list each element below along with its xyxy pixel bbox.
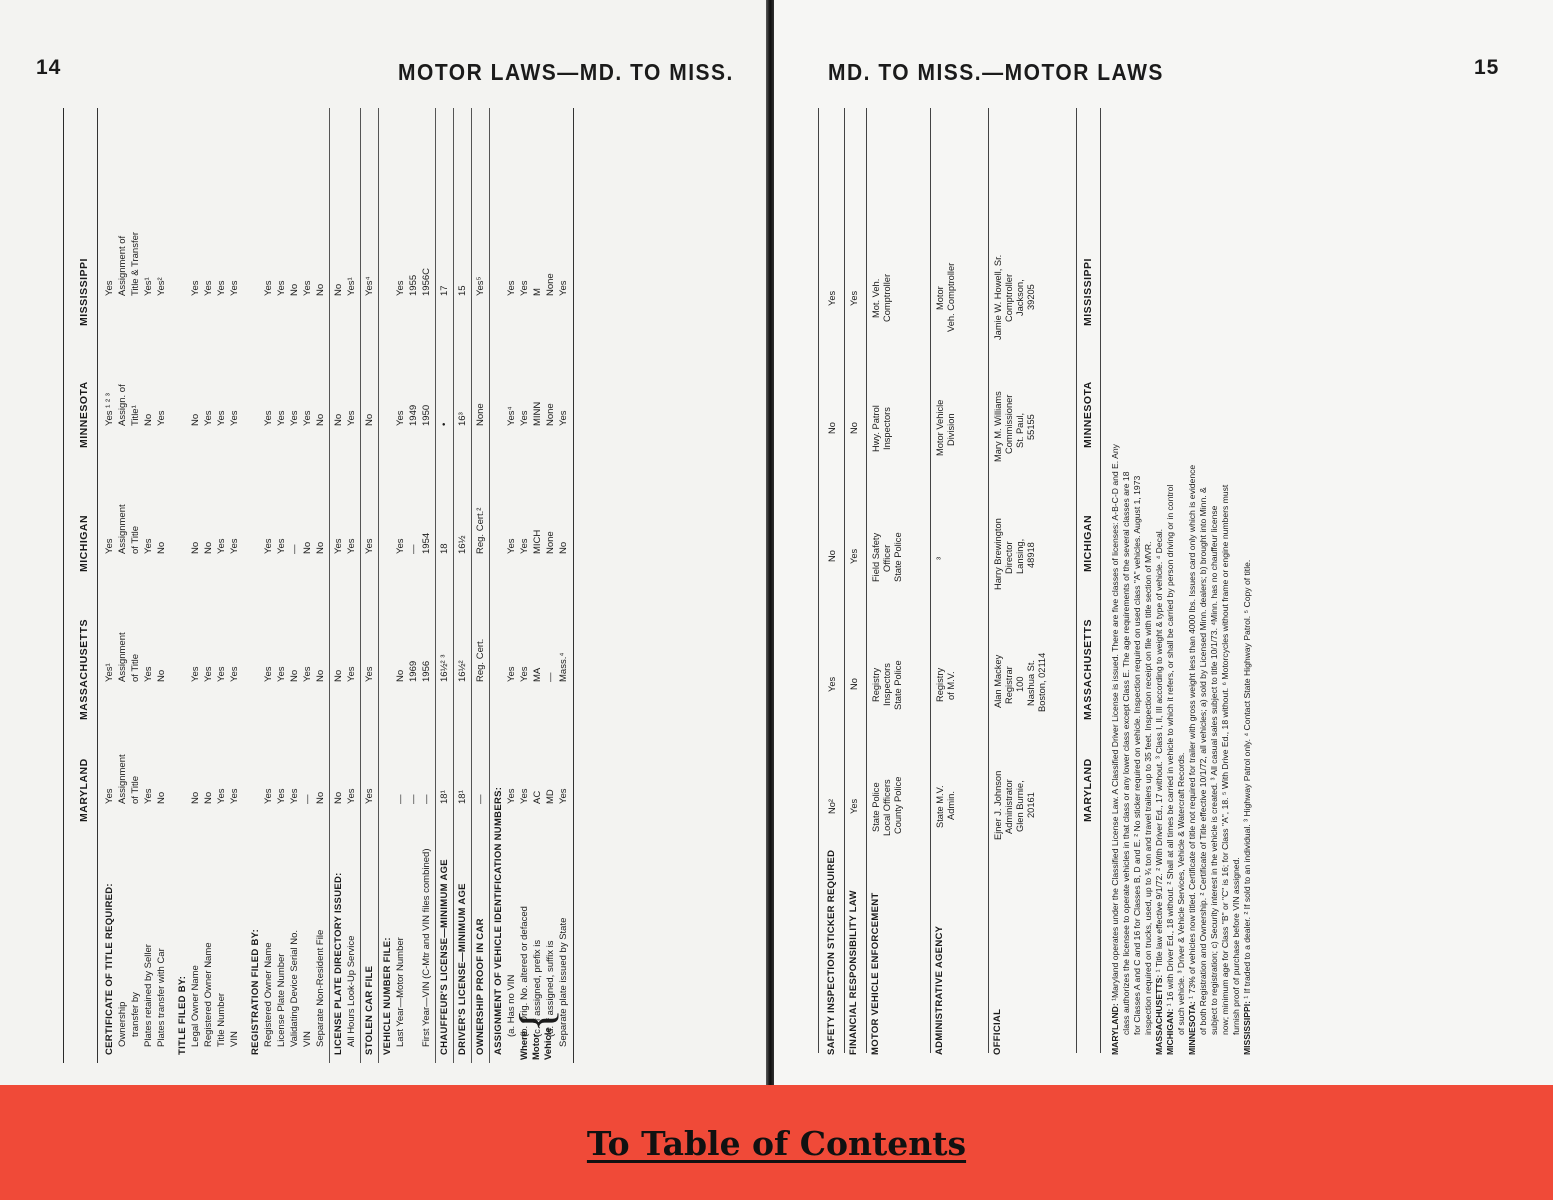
cell-maryland: No <box>315 791 326 804</box>
cell-massachusetts: — <box>545 672 556 682</box>
cell-michigan: Yes <box>506 538 517 554</box>
row-label: SAFETY INSPECTION STICKER REQUIRED <box>826 849 837 1055</box>
cell-michigan: Yes <box>229 538 240 554</box>
cell-minnesota: No <box>143 413 154 426</box>
cell-minnesota: Yes <box>395 410 406 426</box>
cell-minnesota: Yes <box>216 410 227 426</box>
cell-mississippi: 17 <box>439 285 450 296</box>
cell-minnesota: No <box>315 413 326 426</box>
cell-minnesota: Title¹ <box>130 405 141 426</box>
row-label: transfer by <box>130 992 141 1037</box>
footnote-line: inspection required on trucks, used, up to ¾ ton and travel trailers up to 35 feet. Inspection receipt on file with title section of MVR. <box>1143 541 1153 1035</box>
footnote-line: subject to registration; c) Security interest in the vehicle is created. ³ All casual sales subject to title 10/1/73. ⁴Minn. has no chauffeur license <box>1209 505 1219 1035</box>
row-label: OWNERSHIP PROOF IN CAR <box>475 918 486 1055</box>
cell-mississippi: Yes <box>506 280 517 296</box>
cell-massachusetts: Yes <box>302 666 313 682</box>
cell-michigan: No <box>156 541 167 554</box>
cell-minnesota: 55155 <box>1026 414 1036 440</box>
cell-massachusetts: Assignment <box>117 632 128 682</box>
cell-minnesota: Division <box>946 413 956 446</box>
cell-mississippi: Mot. Veh. <box>871 278 881 318</box>
left-page <box>0 0 768 1085</box>
cell-maryland: Local Officers <box>882 779 892 836</box>
bottom-rule <box>573 108 574 1063</box>
cell-mississippi: No <box>289 283 300 296</box>
cell-mississippi: Comptroller <box>1004 273 1014 322</box>
cell-michigan: No <box>203 541 214 554</box>
cell-minnesota: None <box>545 403 556 426</box>
cell-massachusetts: No <box>395 669 406 682</box>
footnote-line: class authorizes the licensee to operate vehicles in that class or any lower class except Class E. The age requirements of the several classes are 18 <box>1121 471 1131 1035</box>
cell-massachusetts: Yes <box>506 666 517 682</box>
cell-maryland: Glen Burnie, <box>1015 780 1025 832</box>
cell-maryland: No <box>190 791 201 804</box>
cell-mississippi: Yes <box>302 280 313 296</box>
footnote-line: now; minimum age for Class "B" or "C" is 16; for Class "A", 18. ⁵ With Drive Ed., 18 without. ⁶ Motorcycles without frame or engine numbers must <box>1220 484 1230 1035</box>
footnote-state: MASSACHUSETTS: <box>1154 972 1164 1055</box>
cell-minnesota: No <box>364 413 375 426</box>
top-rule-right <box>818 108 819 1053</box>
row-label: Legal Owner Name <box>190 965 201 1047</box>
cell-minnesota: Inspectors <box>882 407 892 450</box>
row-label: (d. If assigned, suffix is <box>545 940 556 1037</box>
cell-massachusetts: 1969 <box>408 660 419 682</box>
row-separator <box>844 108 845 1053</box>
cell-massachusetts: Yes <box>190 666 201 682</box>
cell-minnesota: Assign. of <box>117 384 128 426</box>
cell-michigan: No <box>315 541 326 554</box>
cell-massachusetts: Yes <box>263 666 274 682</box>
row-label: Plates transfer with Car <box>156 948 167 1047</box>
footnote-line: MARYLAND: ¹Maryland operates under the Classified License Law. A Classified Driver License is issued. There are five classes of licenses: A-B-C-D and E. Any <box>1110 444 1120 1055</box>
cell-massachusetts: No <box>333 669 344 682</box>
cell-maryland: 20161 <box>1026 792 1036 818</box>
col-footer-mississippi: MISSISSIPPI <box>1082 258 1094 326</box>
cell-michigan: Yes <box>519 538 530 554</box>
row-label: OFFICIAL <box>992 1008 1003 1055</box>
cell-massachusetts: Yes <box>216 666 227 682</box>
cell-michigan: No <box>558 541 569 554</box>
cell-mississippi: Yes <box>104 280 115 296</box>
cell-mississippi: Yes <box>203 280 214 296</box>
cell-massachusetts: 16½² <box>457 660 468 682</box>
cell-michigan: Yes <box>216 538 227 554</box>
cell-massachusetts: Yes <box>203 666 214 682</box>
cell-maryland: Administrator <box>1004 779 1014 834</box>
cell-minnesota: Yes <box>276 410 287 426</box>
cell-mississippi: Yes <box>827 290 837 306</box>
cell-massachusetts: of M.V. <box>946 671 956 700</box>
row-label: Registered Owner Name <box>263 942 274 1047</box>
cell-maryland: — <box>395 794 406 804</box>
cell-maryland: Yes <box>558 788 569 804</box>
col-footer-massachusetts: MASSACHUSETTS <box>1082 618 1094 720</box>
cell-mississippi: Yes <box>558 280 569 296</box>
cell-massachusetts: No <box>289 669 300 682</box>
cell-minnesota: Hwy. Patrol <box>871 405 881 452</box>
footnote-line: MISSISSIPPI: ¹ If traded to a dealer. ² If sold to an individual. ³ Highway Patrol only. ⁴ Contact State Highway Patrol. ⁵ Copy of title. <box>1242 559 1252 1055</box>
cell-michigan: Yes <box>346 538 357 554</box>
cell-mississippi: 39205 <box>1026 284 1036 310</box>
cell-michigan: of Title <box>130 526 141 554</box>
cell-massachusetts: 16½² ³ <box>439 654 450 682</box>
row-separator <box>360 108 361 1063</box>
cell-maryland: of Title <box>130 776 141 804</box>
brace-word: Where <box>519 1030 530 1060</box>
cell-massachusetts: No <box>849 678 859 690</box>
row-separator <box>329 108 330 1063</box>
cell-michigan: 18 <box>439 543 450 554</box>
cell-maryland: No <box>156 791 167 804</box>
row-label: Plates retained by Seller <box>143 944 154 1047</box>
cell-maryland: No <box>333 791 344 804</box>
cell-michigan: Yes <box>364 538 375 554</box>
cell-michigan: No <box>827 550 837 562</box>
cell-minnesota: Yes <box>346 410 357 426</box>
cell-massachusetts: Reg. Cert. <box>475 638 486 682</box>
cell-maryland: Admin. <box>946 791 956 820</box>
cell-maryland: Yes <box>346 788 357 804</box>
cell-massachusetts: 100 <box>1015 676 1025 692</box>
cell-maryland: Yes <box>104 788 115 804</box>
cell-michigan: State Police <box>893 532 903 582</box>
cell-michigan: None <box>545 531 556 554</box>
footnote-state: MISSISSIPPI: <box>1242 998 1252 1055</box>
footnote-line: MICHIGAN: ¹ 16 with Driver Ed., 18 without. ² Shall at all times be carried in vehicle to which it refers, or shall be carried by person driving or in control <box>1165 484 1175 1055</box>
cell-massachusetts: Registry <box>871 667 881 702</box>
cell-mississippi: Yes <box>263 280 274 296</box>
cell-minnesota: Yes <box>156 410 167 426</box>
row-label: VIN <box>302 1031 313 1047</box>
running-head-left: MOTOR LAWS—MD. TO MISS. <box>398 60 734 86</box>
col-header-massachusetts: MASSACHUSETTS <box>78 618 90 720</box>
cell-minnesota: Yes ¹ ² ³ <box>104 393 115 426</box>
cell-maryland: Ejner J. Johnson <box>993 770 1003 840</box>
cell-mississippi: Yes <box>519 280 530 296</box>
cell-minnesota: None <box>475 403 486 426</box>
col-header-minnesota: MINNESOTA <box>78 381 90 448</box>
header-rule <box>97 108 98 1063</box>
cell-michigan: No <box>190 541 201 554</box>
cell-minnesota: Yes <box>558 410 569 426</box>
footnote-line: furnish proof of purchase before VIN assigned. <box>1231 857 1241 1035</box>
page-number-right: 15 <box>1474 56 1500 79</box>
cell-mississippi: Comptroller <box>882 273 892 322</box>
cell-maryland: Yes <box>289 788 300 804</box>
cell-mississippi: 1955 <box>408 274 419 296</box>
cell-mississippi: Jamie W. Howell, Sr. <box>993 254 1003 340</box>
cell-minnesota: 16³ <box>457 412 468 426</box>
cell-michigan: Director <box>1004 541 1014 574</box>
right-page <box>774 0 1553 1085</box>
cell-mississippi: Yes <box>229 280 240 296</box>
cell-michigan: Yes <box>333 538 344 554</box>
cell-mississippi: Yes <box>216 280 227 296</box>
cell-minnesota: Yes <box>229 410 240 426</box>
row-label: Separate Non-Resident File <box>315 929 326 1047</box>
cell-michigan: 1954 <box>421 532 432 554</box>
cell-mississippi: No <box>333 283 344 296</box>
cell-michigan: 16½ <box>457 535 468 554</box>
cell-massachusetts: No <box>315 669 326 682</box>
row-label: LICENSE PLATE DIRECTORY ISSUED: <box>333 872 344 1055</box>
cell-maryland: Yes <box>519 788 530 804</box>
table-of-contents-link[interactable]: To Table of Contents <box>586 1124 967 1163</box>
cell-maryland: Yes <box>229 788 240 804</box>
cell-massachusetts: MA <box>532 667 543 682</box>
row-label: (a. Has no VIN <box>506 974 517 1037</box>
cell-maryland: State M.V. <box>935 785 945 828</box>
footer-rule <box>1100 108 1101 1053</box>
cell-michigan: Assignment <box>117 504 128 554</box>
cell-massachusetts: Yes¹ <box>104 663 115 682</box>
cell-minnesota: No <box>190 413 201 426</box>
row-label: Last Year—Motor Number <box>395 937 406 1047</box>
row-label: ADMINISTRATIVE AGENCY <box>934 925 945 1055</box>
cell-maryland: No² <box>827 799 837 814</box>
cell-minnesota: • <box>439 422 450 426</box>
cell-michigan: Harry Brewington <box>993 518 1003 590</box>
cell-michigan: Yes <box>849 548 859 564</box>
cell-minnesota: 1950 <box>421 404 432 426</box>
cell-mississippi: Yes <box>849 290 859 306</box>
cell-maryland: 18¹ <box>457 790 468 804</box>
cell-michigan: Yes <box>143 538 154 554</box>
cell-mississippi: Title & Transfer <box>130 231 141 296</box>
cell-maryland: County Police <box>893 776 903 834</box>
cell-massachusetts: Yes <box>364 666 375 682</box>
cell-minnesota: No <box>333 413 344 426</box>
cell-minnesota: Yes <box>289 410 300 426</box>
cell-michigan: Lansing, <box>1015 538 1025 574</box>
cell-massachusetts: Boston, 02114 <box>1037 652 1047 712</box>
cell-michigan: Yes <box>395 538 406 554</box>
cell-mississippi: None <box>545 273 556 296</box>
footnote-state: MINNESOTA: <box>1187 998 1197 1055</box>
cell-mississippi: Yes⁴ <box>364 276 375 296</box>
row-separator <box>930 108 931 1053</box>
row-label: ASSIGNMENT OF VEHICLE IDENTIFICATION NUMBERS: <box>493 786 504 1055</box>
cell-massachusetts: Yes <box>276 666 287 682</box>
cell-michigan: Yes <box>263 538 274 554</box>
cell-massachusetts: Registrar <box>1004 666 1014 704</box>
cell-maryland: Yes <box>143 788 154 804</box>
cell-maryland: Yes <box>364 788 375 804</box>
cell-minnesota: 1949 <box>408 404 419 426</box>
cell-minnesota: Mary M. Williams <box>993 391 1003 462</box>
footnote-line: for Classes A and C and 16 for Classes B, D and E. ² No sticker required on vehicle. Inspection required on used class "A" vehicles. August 1, 1973 <box>1132 475 1142 1035</box>
right-table <box>774 0 1553 1085</box>
row-label: TITLE FILED BY: <box>177 975 188 1055</box>
cell-michigan: MICH <box>532 529 543 554</box>
cell-maryland: Yes <box>506 788 517 804</box>
cell-maryland: 18¹ <box>439 790 450 804</box>
row-label: CHAUFFEUR'S LICENSE—MINIMUM AGE <box>439 859 450 1055</box>
row-label: Registered Owner Name <box>203 942 214 1047</box>
cell-maryland: Yes <box>276 788 287 804</box>
footnote-state: MARYLAND: <box>1110 1000 1120 1055</box>
cell-massachusetts: Yes <box>827 676 837 692</box>
cell-minnesota: Yes <box>302 410 313 426</box>
row-label: Validating Device Serial No. <box>289 929 300 1047</box>
brace-icon: { <box>510 1008 563 1032</box>
cell-michigan: No <box>302 541 313 554</box>
cell-maryland: Yes <box>216 788 227 804</box>
row-label: STOLEN CAR FILE <box>364 965 375 1055</box>
col-header-maryland: MARYLAND <box>78 758 90 822</box>
cell-maryland: Yes <box>263 788 274 804</box>
row-label: Separate plate issued by State <box>558 917 569 1047</box>
cell-minnesota: Motor Vehicle <box>935 399 945 456</box>
col-header-michigan: MICHIGAN <box>78 514 90 572</box>
row-label: First Year—VIN (C-Mtr and VIN files combined) <box>421 848 432 1047</box>
cell-maryland: No <box>203 791 214 804</box>
cell-massachusetts: Nashua St. <box>1026 660 1036 706</box>
footnote-line: MASSACHUSETTS: ¹ Title law effective 9/1/72. ² With Driver Ed., 17 without. ³ Class I, II, III according to weight & type of vehicle. ⁴ Decal. <box>1154 528 1164 1055</box>
cell-minnesota: St. Paul, <box>1015 412 1025 448</box>
row-label: REGISTRATION FILED BY: <box>250 928 261 1055</box>
cell-maryland: MD <box>545 789 556 804</box>
row-label: (c. If assigned, prefix is <box>532 939 543 1037</box>
cell-mississippi: Jackson, <box>1015 279 1025 316</box>
cell-michigan: 48918 <box>1026 542 1036 568</box>
cell-massachusetts: Alan Mackey <box>993 654 1003 708</box>
row-label: VEHICLE NUMBER FILE: <box>382 937 393 1055</box>
row-label: All Hours Look-Up Service <box>346 935 357 1047</box>
cell-massachusetts: No <box>156 669 167 682</box>
cell-mississippi: No <box>315 283 326 296</box>
row-label: CERTIFICATE OF TITLE REQUIRED: <box>104 883 115 1055</box>
cell-michigan: Officer <box>882 544 892 572</box>
row-label: Title Number <box>216 992 227 1047</box>
row-label: Ownership <box>117 1001 128 1047</box>
col-header-mississippi: MISSISSIPPI <box>78 258 90 326</box>
left-table <box>0 0 768 1085</box>
cell-mississippi: Motor <box>935 286 945 310</box>
row-label: FINANCIAL RESPONSIBILITY LAW <box>848 890 859 1055</box>
cell-mississippi: Yes <box>190 280 201 296</box>
row-label: MOTOR VEHICLE ENFORCEMENT <box>870 892 881 1055</box>
cell-massachusetts: State Police <box>893 660 903 710</box>
row-separator <box>471 108 472 1063</box>
cell-maryland: Assignment <box>117 754 128 804</box>
brace-word: Vehicle <box>543 1027 554 1060</box>
footnote-line: of both Registration and Ownership. ² Certificate of Title effective 10/1/72, all vehicles; a) sold by Licensed Minn. dealers; b) brought into Minn. & <box>1198 487 1208 1035</box>
cell-michigan: Yes <box>276 538 287 554</box>
row-label: (b. Orig. No. altered or defaced <box>519 906 530 1037</box>
cell-mississippi: 15 <box>457 285 468 296</box>
row-separator <box>453 108 454 1063</box>
cell-maryland: State Police <box>871 782 881 832</box>
row-separator <box>866 108 867 1053</box>
cell-minnesota: No <box>827 422 837 434</box>
cell-minnesota: Yes <box>519 410 530 426</box>
cell-maryland: AC <box>532 790 543 804</box>
cell-massachusetts: Inspectors <box>882 663 892 706</box>
col-footer-maryland: MARYLAND <box>1082 758 1094 822</box>
cell-michigan: Field Safety <box>871 532 881 582</box>
cell-minnesota: MINN <box>532 401 543 426</box>
row-label: VIN <box>229 1031 240 1047</box>
cell-michigan: — <box>289 544 300 554</box>
cell-mississippi: 1956C <box>421 268 432 296</box>
cell-minnesota: No <box>849 422 859 434</box>
cell-mississippi: Yes <box>276 280 287 296</box>
cell-michigan: Reg. Cert.² <box>475 507 486 554</box>
cell-mississippi: M <box>532 288 543 296</box>
cell-mississippi: Yes⁵ <box>475 276 486 296</box>
cell-maryland: — <box>408 794 419 804</box>
cell-minnesota: Commissioner <box>1004 394 1014 454</box>
footnote-line: of such vehicle. ³ Driver & Vehicle Services, Vehicle & Watercraft Records. <box>1176 752 1186 1035</box>
cell-massachusetts: 1956 <box>421 660 432 682</box>
cell-mississippi: Yes² <box>156 277 167 296</box>
cell-massachusetts: Yes <box>519 666 530 682</box>
row-label: DRIVER'S LICENSE—MINIMUM AGE <box>457 883 468 1055</box>
cell-massachusetts: Registry <box>935 667 945 702</box>
row-separator <box>988 108 989 1053</box>
cell-massachusetts: Yes <box>229 666 240 682</box>
cell-mississippi: Assignment of <box>117 235 128 296</box>
row-label: License Plate Number <box>276 953 287 1047</box>
cell-massachusetts: Yes <box>346 666 357 682</box>
row-separator <box>489 108 490 1063</box>
cell-michigan: ³ <box>935 556 945 560</box>
row-separator <box>1076 108 1077 1053</box>
cell-mississippi: Veh. Comptroller <box>946 262 956 332</box>
row-separator <box>435 108 436 1063</box>
cell-minnesota: Yes <box>263 410 274 426</box>
running-head-right: MD. TO MISS.—MOTOR LAWS <box>828 60 1164 86</box>
cell-massachusetts: of Title <box>130 654 141 682</box>
cell-maryland: — <box>475 794 486 804</box>
cell-mississippi: Yes¹ <box>143 277 154 296</box>
cell-minnesota: Yes <box>203 410 214 426</box>
cell-michigan: Yes <box>104 538 115 554</box>
row-separator <box>378 108 379 1063</box>
cell-mississippi: Yes <box>395 280 406 296</box>
cell-michigan: — <box>408 544 419 554</box>
footnote-state: MICHIGAN: <box>1165 1006 1175 1055</box>
cell-mississippi: Yes¹ <box>346 277 357 296</box>
cell-maryland: — <box>302 794 313 804</box>
cell-maryland: — <box>421 794 432 804</box>
cell-maryland: Yes <box>849 798 859 814</box>
cell-massachusetts: Yes <box>143 666 154 682</box>
col-footer-minnesota: MINNESOTA <box>1082 381 1094 448</box>
brace-word: Motor <box>531 1033 542 1060</box>
footnote-line: MINNESOTA: ¹ 73% of vehicles now titled. Certificate of title not required for trailer with gross weight less than 4000 lbs. Issues card only which is evidence <box>1187 464 1197 1055</box>
col-footer-michigan: MICHIGAN <box>1082 514 1094 572</box>
cell-massachusetts: Mass.⁴ <box>558 652 569 682</box>
page-number-left: 14 <box>36 56 62 79</box>
cell-minnesota: Yes⁴ <box>506 406 517 426</box>
